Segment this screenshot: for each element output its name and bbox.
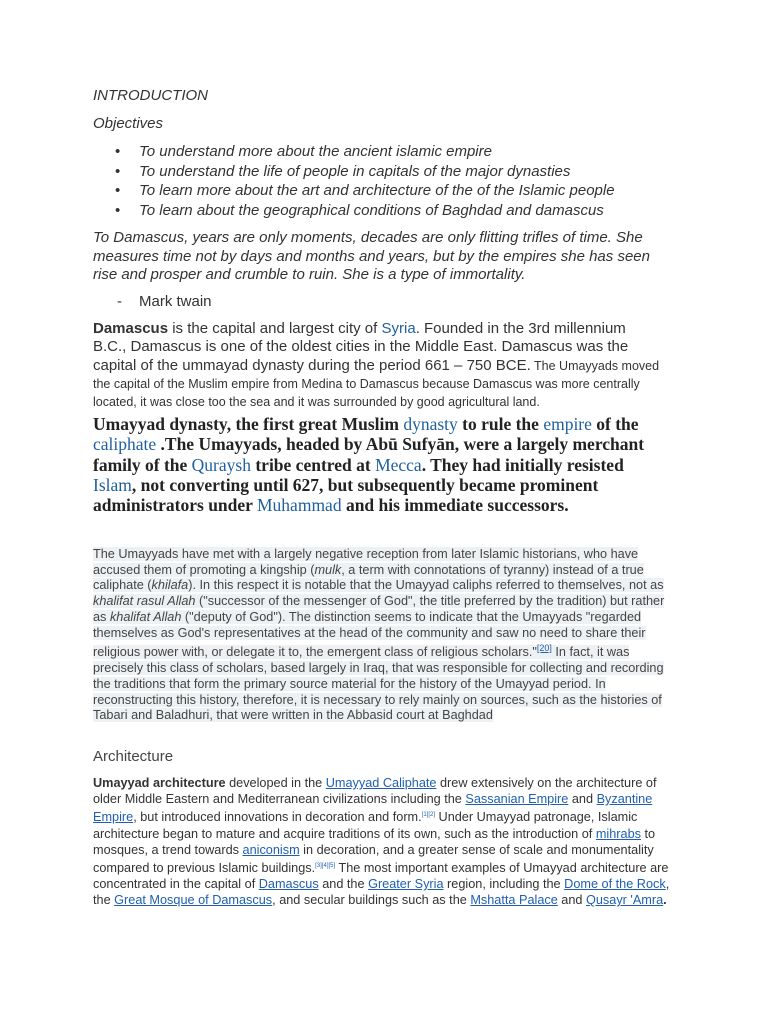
objectives-label: Objectives: [93, 115, 164, 132]
quote-attribution: - Mark twain: [117, 293, 212, 310]
citation-ref[interactable]: [1][2]: [421, 812, 435, 819]
list-item: • To understand the life of people in capitals of the major dynasties: [115, 162, 571, 180]
negative-reception-paragraph: The Umayyads have met with a largely negative reception from later Islamic historians, who have accused them of promoting a kingship (mulk, a term with connotations of tyranny) instead of a true caliphate (khilafa). In this respect it is notable that the Umayyad caliphs referred to themselves, not as khalifat rasul Allah ("successor of the messenger of God", the title preferred by the tradition) but rather as khalifat Allah ("deputy of God"). The distinction seems to indicate that the Umayyads "regarded themselves as God's representatives at the head of the community and saw no need to share their religious power with, or delegate it to, the emergent class of religious scholars."[20] In fact, it was precisely this class of scholars, based largely in Iraq, that was responsible for collecting and recording the traditions that form the primary source material for the history of the Umayyad period. In reconstructing this history, therefore, it is necessary to rely mainly on sources, such as the histories of Tabari and Baladhuri, that were written in the Abbasid court at Baghdad: [93, 547, 665, 723]
list-item: • To understand more about the ancient islamic empire: [115, 143, 492, 160]
list-item: • To learn about the geographical conditions of Baghdad and damascus: [115, 201, 604, 219]
byzantine-empire-link[interactable]: Byzantine Empire: [93, 792, 653, 825]
islam-link[interactable]: Islam: [93, 474, 132, 495]
bullet-icon: •: [115, 201, 121, 219]
sassanian-empire-link[interactable]: Sassanian Empire: [465, 792, 569, 807]
bullet-icon: •: [115, 143, 121, 160]
caliphate-link[interactable]: caliphate: [93, 434, 157, 455]
mshatta-palace-link[interactable]: Mshatta Palace: [470, 893, 558, 908]
umayyad-caliphate-link[interactable]: Umayyad Caliphate: [325, 776, 437, 790]
citation-link[interactable]: [20]: [536, 643, 552, 654]
aniconism-link[interactable]: aniconism: [242, 842, 300, 857]
mihrabs-link[interactable]: mihrabs: [595, 826, 641, 841]
citation-ref[interactable]: [3][4][5]: [315, 862, 336, 869]
page-title: INTRODUCTION: [93, 87, 208, 104]
syria-link[interactable]: Syria: [381, 320, 416, 337]
mark-twain-quote: To Damascus, years are only moments, decades are only flitting trifles of time. She measures time not by days and months and years, but by the empires she has seen rise and prosper and crumble to ruin. She is a type of immortality.: [93, 229, 650, 283]
list-item: • To learn more about the art and architecture of the of the Islamic people: [115, 182, 615, 199]
umayyad-dynasty-paragraph: Umayyad dynasty, the first great Muslim dynasty to rule the empire of the caliphate .The Umayyads, headed by Abū Sufyān, were a largely merchant family of the Quraysh tribe centred at Mecca. They had initially resisted Islam, not converting until 627, but subsequently became prominent administrators under Muhammad and his immediate successors.: [93, 414, 645, 516]
dynasty-link[interactable]: dynasty: [403, 414, 458, 434]
damascus-link[interactable]: Damascus: [258, 877, 319, 892]
bullet-icon: •: [115, 162, 121, 180]
qusayr-amra-link[interactable]: Qusayr 'Amra: [586, 893, 664, 908]
empire-link[interactable]: empire: [543, 414, 592, 434]
architecture-heading: Architecture: [93, 748, 174, 765]
objectives-list: [93, 142, 683, 220]
muhammad-link[interactable]: Muhammad: [257, 495, 342, 516]
mecca-link[interactable]: Mecca: [375, 454, 422, 475]
damascus-paragraph: Damascus is the capital and largest city of Syria. Founded in the 3rd millennium B.C., Damascus is one of the oldest cities in the Middle East. Damascus was the capital of the ummayad dynasty during the period 661 – 750 BCE. The Umayyads moved the capital of the Muslim empire from Medina to Damascus because Damascus was more centrally located, it was close too the sea and it was surrounded by good agricultural land.: [93, 320, 660, 410]
great-mosque-link[interactable]: Great Mosque of Damascus: [114, 893, 273, 908]
architecture-paragraph: Umayyad architecture developed in the Umayyad Caliphate drew extensively on the architecture of older Middle Eastern and Mediterranean civilizations including the Sassanian Empire and Byzantine Empire, but introduced innovations in decoration and form.[1][2] Under Umayyad patronage, Islamic architecture began to mature and acquire traditions of its own, such as the introduction of mihrabs to mosques, a trend towards aniconism in decoration, and a greater sense of scale and monumentality compared to previous Islamic buildings.[3][4][5] The most important examples of Umayyad architecture are concentrated in the capital of Damascus and the Greater Syria region, including the Dome of the Rock, the Great Mosque of Damascus, and secular buildings such as the Mshatta Palace and Qusayr 'Amra.: [93, 776, 670, 908]
greater-syria-link[interactable]: Greater Syria: [368, 877, 444, 892]
bullet-icon: •: [115, 182, 121, 199]
attribution-dash: -: [117, 293, 122, 310]
quraysh-link[interactable]: Quraysh: [191, 454, 251, 475]
dome-of-the-rock-link[interactable]: Dome of the Rock: [564, 877, 666, 892]
